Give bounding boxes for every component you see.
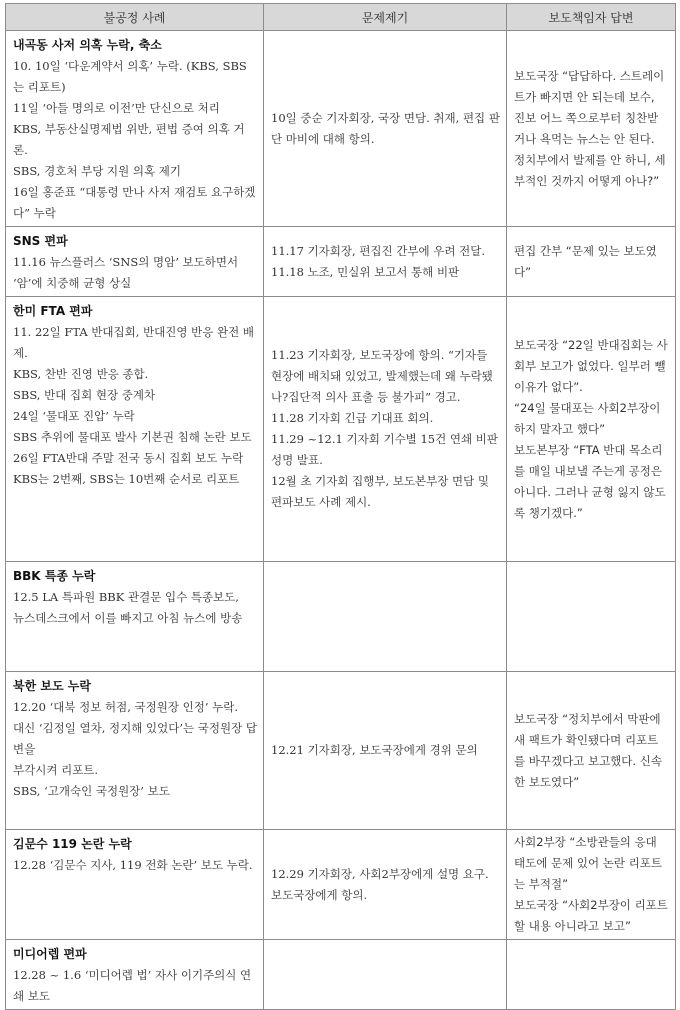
response-cell — [507, 940, 676, 1010]
case-title: 김문수 119 논란 누락 — [13, 837, 132, 851]
response-text: 편집 간부 “문제 있는 보도였다” — [514, 243, 657, 279]
response-cell — [507, 672, 676, 830]
response-text: 보도국장 “22일 반대집회는 사회부 보고가 없었다. 일부러 뺄 이유가 없다”. — [514, 337, 668, 394]
case-cell — [6, 562, 264, 672]
issue-cell — [264, 830, 507, 940]
case-detail: 11일 ‘아들 명의로 이전’만 단신으로 처리 — [13, 101, 220, 115]
header-row — [6, 4, 676, 31]
case-detail: 12.5 LA 특파원 BBK 관결문 입수 특종보도, — [13, 590, 239, 604]
issue-text: 12.29 기자회장, 사회2부장에게 설명 요구. 보도국장에게 항의. — [271, 866, 489, 902]
case-detail: 11. 22일 FTA 반대집회, 반대진영 반응 완전 배제. — [13, 325, 255, 360]
issue-text: 11.23 기자회장, 보도국장에 항의. “기자들 현장에 배치돼 있었고, 발제했는데 왜 누락됐나?집단적 의사 표출 등 불가피” 경고. — [271, 348, 493, 404]
issue-cell — [264, 31, 507, 227]
response-text: “24일 물대포는 사회2부장이 하지 말자고 했다” — [514, 400, 661, 436]
issue-cell — [264, 227, 507, 297]
case-detail: 24일 ‘물대포 진압’ 누락 — [13, 409, 135, 423]
issue-cell — [264, 297, 507, 562]
case-detail: KBS는 2번째, SBS는 10번째 순서로 리포트 — [13, 472, 240, 486]
response-cell — [507, 830, 676, 940]
header-cases: 불공정 사례 — [6, 4, 264, 31]
case-detail: 26일 FTA반대 주말 전국 동시 집회 보도 누락 — [13, 451, 244, 465]
case-cell — [6, 940, 264, 1010]
header-responses: 보도책임자 답변 — [507, 4, 676, 31]
case-title: 한미 FTA 편파 — [13, 304, 93, 318]
issue-text: 12월 초 기자회 집행부, 보도본부장 면담 및 편파보도 사례 제시. — [271, 474, 489, 509]
response-text: 사회2부장 “소방관들의 응대 태도에 문제 있어 논란 리포트는 부적절” — [514, 835, 662, 891]
case-detail: SBS, ‘고개숙인 국정원장’ 보도 — [13, 784, 170, 798]
response-cell — [507, 227, 676, 297]
case-cell — [6, 672, 264, 830]
case-detail: 12.20 ‘대북 정보 허점, 국정원장 인정’ 누락. — [13, 700, 239, 714]
case-cell — [6, 31, 264, 227]
case-detail: 대신 ‘김정일 열차, 정지해 있었다’는 국정원장 답변을 — [13, 721, 257, 756]
issue-text: 12.21 기자회장, 보도국장에게 경위 문의 — [271, 743, 478, 757]
issue-cell — [264, 940, 507, 1010]
case-detail: 10. 10일 ‘다운계약서 의혹’ 누락. (KBS, SBS는 리포트) — [13, 59, 247, 94]
issue-cell — [264, 672, 507, 830]
table-row — [6, 562, 676, 672]
case-detail: 16일 홍준표 “대통령 만나 사저 재검토 요구하겠다” 누락 — [13, 185, 256, 220]
table-row — [6, 31, 676, 227]
case-title: 미디어렙 편파 — [13, 947, 87, 961]
case-cell — [6, 297, 264, 562]
issue-text: 10일 중순 기자회장, 국장 면담. 취재, 편집 판단 마비에 대해 항의. — [271, 110, 500, 146]
case-detail: 부각시켜 리포트. — [13, 763, 99, 777]
case-title: SNS 편파 — [13, 234, 68, 248]
issue-text: 11.18 노조, 민실위 보고서 통해 비판 — [271, 264, 460, 279]
table-row — [6, 297, 676, 562]
response-text: 보도국장 “정치부에서 막판에 새 팩트가 확인됐다며 리포트를 바꾸겠다고 보고했다. 신속한 보도였다” — [514, 711, 662, 789]
response-text: 보도국장 “답답하다. 스트레이트가 빠지면 안 되는데 보수, 진보 어느 쪽으로부터 칭찬받거나 욕먹는 뉴스는 안 된다. 정치부에서 발제를 안 하니, 세부적인 것까지 어떻게 아나?” — [514, 68, 666, 188]
case-detail: 11.16 뉴스플러스 ‘SNS의 명암’ 보도하면서 ‘암’에 치중해 균형 상실 — [13, 255, 239, 290]
response-text: 보도본부장 “FTA 반대 목소리를 매일 내보낼 주는게 공정은 아니다. 그러나 균형 잃지 않도록 챙기겠다.” — [514, 442, 666, 520]
unfair-reporting-table — [5, 3, 676, 1010]
table-row — [6, 940, 676, 1010]
header-issues: 문제제기 — [264, 4, 507, 31]
case-detail: 12.28 ~ 1.6 ‘미디어렙 법’ 자사 이기주의식 연쇄 보도 — [13, 968, 252, 1003]
case-detail: SBS, 반대 집회 현장 중계차 — [13, 388, 156, 402]
case-cell — [6, 830, 264, 940]
case-detail: SBS 추위에 물대포 발사 기본권 침해 논란 보도 — [13, 430, 252, 444]
case-cell — [6, 227, 264, 297]
case-detail: SBS, 경호처 부당 지원 의혹 제기 — [13, 164, 181, 178]
case-title: 북한 보도 누락 — [13, 679, 91, 693]
case-detail: KBS, 부동산실명제법 위반, 편법 증여 의혹 거론. — [13, 122, 245, 157]
table-row — [6, 227, 676, 297]
case-detail: 뉴스데스크에서 이를 빠지고 아침 뉴스에 방송 — [13, 611, 243, 625]
table-row — [6, 830, 676, 940]
response-cell — [507, 562, 676, 672]
issue-text: 11.17 기자회장, 편집진 간부에 우려 전달. — [271, 243, 486, 258]
case-detail: 12.28 ‘김문수 지사, 119 전화 논란’ 보도 누락. — [13, 858, 253, 872]
issue-text: 11.28 기자회 긴급 기대표 회의. — [271, 411, 434, 425]
issue-text: 11.29 ~12.1 기자회 기수별 15건 연쇄 비판 성명 발표. — [271, 432, 498, 467]
case-title: 내곡동 사저 의혹 누락, 축소 — [13, 38, 162, 52]
case-detail: KBS, 찬반 진영 반응 종합. — [13, 367, 149, 381]
case-title: BBK 특종 누락 — [13, 569, 96, 583]
issue-cell — [264, 562, 507, 672]
table-row — [6, 672, 676, 830]
response-cell — [507, 297, 676, 562]
response-text: 보도국장 “사회2부장이 리포트할 내용 아니라고 보고” — [514, 898, 668, 933]
response-cell — [507, 31, 676, 227]
